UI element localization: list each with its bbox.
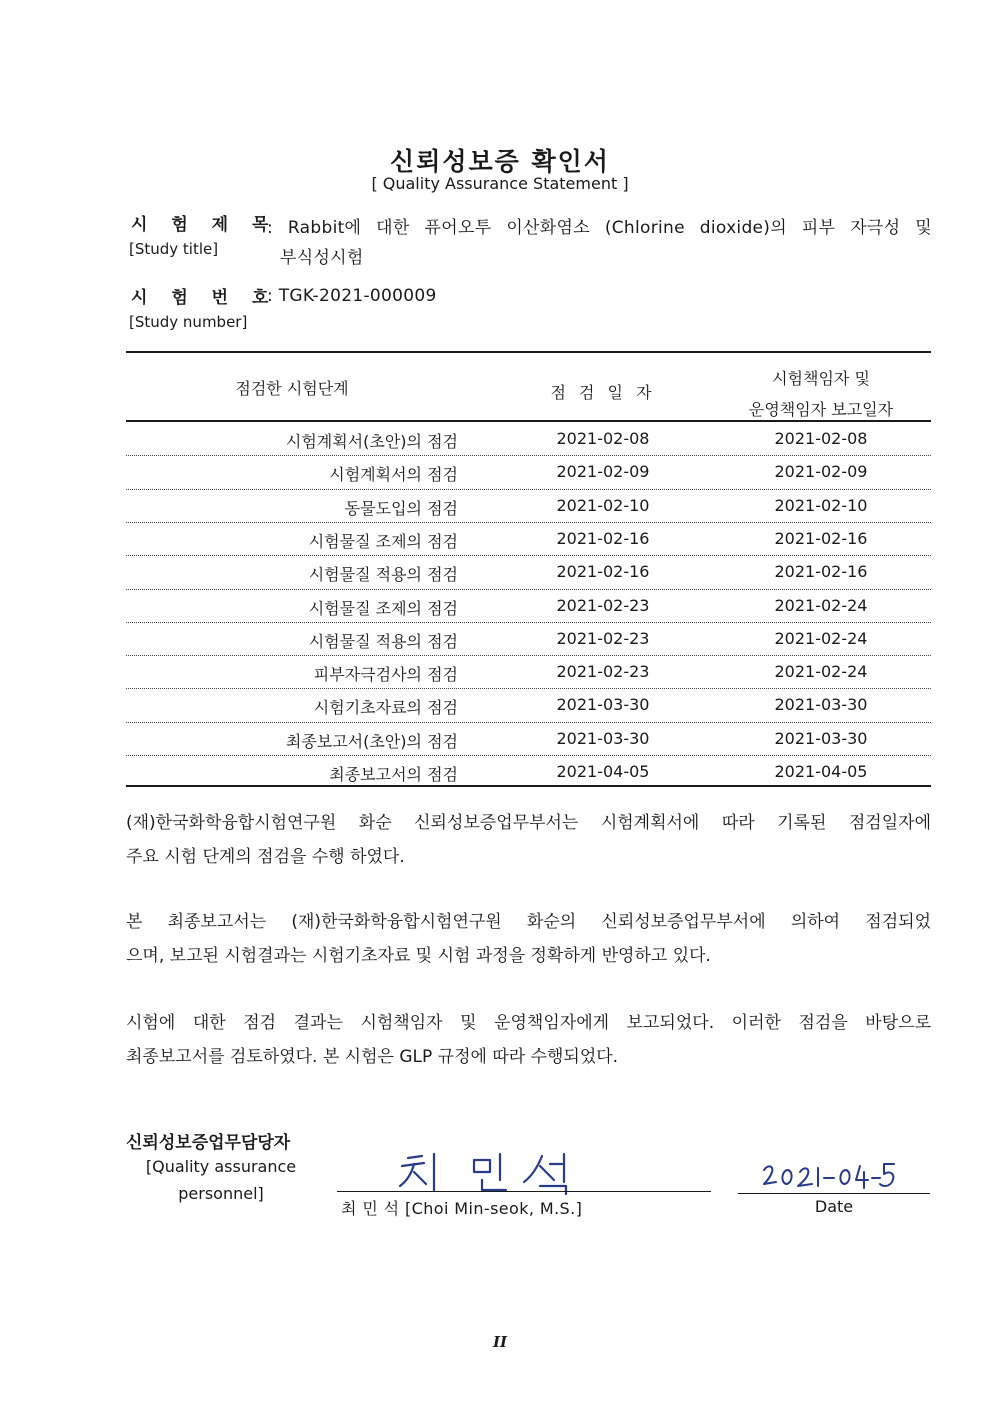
row-inspection-date: 2021-04-05: [556, 762, 650, 781]
header-stage: 점검한 시험단계: [235, 379, 349, 398]
row-inspection-date: 2021-02-09: [556, 462, 650, 482]
study-number-label-en: [Study number]: [129, 313, 248, 331]
paragraph-3-line1: 시험에 대한 점검 결과는 시험책임자 및 운영책임자에게 보고되었다. 이러한 점검을 바탕으로: [126, 1013, 931, 1033]
qa-personnel-role: 신뢰성보증업무담당자: [126, 1133, 291, 1153]
table-row: [126, 723, 931, 756]
row-stage: 시험계획서의 점검: [329, 465, 458, 485]
table-header-rule: [126, 420, 931, 422]
row-report-date: 2021-03-30: [774, 695, 868, 715]
row-stage: 시험물질 적용의 점검: [308, 565, 458, 585]
row-inspection-date: 2021-02-10: [556, 495, 650, 515]
header-inspection-date: 점 검 일 자: [550, 383, 656, 402]
date-label: Date: [814, 1197, 854, 1216]
table-row: [126, 656, 931, 689]
row-report-date: 2021-04-05: [774, 762, 868, 781]
row-inspection-date: 2021-02-16: [556, 562, 650, 582]
table-bottom-rule: [126, 785, 931, 787]
row-report-date: 2021-03-30: [774, 728, 868, 748]
table-row: [126, 423, 931, 456]
row-stage: 최종보고서(초안)의 점검: [285, 731, 458, 751]
paragraph-2-line2: 으며, 보고된 시험결과는 시험기초자료 및 시험 과정을 정확하게 반영하고 있다.: [126, 946, 711, 966]
study-title-label-en: [Study title]: [129, 240, 219, 258]
printed-name: 최 민 석 [Choi Min-seok, M.S.]: [341, 1199, 583, 1218]
table-row: [126, 590, 931, 623]
date-line: [738, 1193, 930, 1194]
row-report-date: 2021-02-24: [774, 662, 868, 682]
document-title: 신뢰성보증 확인서: [390, 147, 610, 176]
table-row: [126, 689, 931, 722]
row-inspection-date: 2021-02-08: [556, 429, 650, 448]
document-subtitle: [ Quality Assurance Statement ]: [371, 174, 629, 193]
table-row: [126, 456, 931, 489]
paragraph-1-line2: 주요 시험 단계의 점검을 수행 하였다.: [126, 847, 405, 867]
row-report-date: 2021-02-16: [774, 562, 868, 582]
row-stage: 피부자극검사의 점검: [313, 665, 458, 685]
paragraph-2-line1: 본 최종보고서는 (재)한국화학융합시험연구원 화순의 신뢰성보증업무부서에 의하여 점검되었: [126, 912, 931, 932]
table-row: [126, 623, 931, 656]
signature-line: [337, 1191, 711, 1192]
study-title-value-line1: : Rabbit에 대한 퓨어오투 이산화염소 (Chlorine dioxide)의 피부 자극성 및: [267, 218, 932, 238]
handwritten-date: [760, 1158, 900, 1190]
row-stage: 시험물질 적용의 점검: [308, 631, 458, 651]
header-report-line2: 운영책임자 보고일자: [748, 400, 894, 419]
qa-personnel-role-en-line1: [Quality assurance: [145, 1157, 297, 1176]
row-report-date: 2021-02-10: [774, 495, 868, 515]
table-row: [126, 490, 931, 523]
page-number: II: [492, 1333, 508, 1351]
row-inspection-date: 2021-03-30: [556, 695, 650, 715]
study-number-value: : TGK-2021-000009: [267, 286, 437, 306]
row-inspection-date: 2021-02-23: [556, 628, 650, 648]
paragraph-3-line2: 최종보고서를 검토하였다. 본 시험은 GLP 규정에 따라 수행되었다.: [126, 1047, 619, 1067]
row-inspection-date: 2021-02-23: [556, 595, 650, 615]
row-report-date: 2021-02-24: [774, 628, 868, 648]
row-report-date: 2021-02-08: [774, 429, 868, 448]
header-report-line1: 시험책임자 및: [772, 369, 870, 388]
row-stage: 시험물질 조제의 점검: [308, 598, 458, 618]
row-stage: 동물도입의 점검: [344, 498, 458, 518]
table-row: [126, 556, 931, 589]
table-top-rule: [126, 351, 931, 353]
study-number-label: 시 험 번 호: [131, 288, 278, 308]
row-stage: 시험기초자료의 점검: [313, 698, 458, 718]
table-row: [126, 523, 931, 556]
row-inspection-date: 2021-02-23: [556, 662, 650, 682]
handwritten-signature: [390, 1150, 610, 1195]
row-stage: 시험물질 조제의 점검: [308, 531, 458, 551]
row-report-date: 2021-02-16: [774, 528, 868, 548]
row-inspection-date: 2021-02-16: [556, 528, 650, 548]
row-report-date: 2021-02-24: [774, 595, 868, 615]
row-stage: 최종보고서의 점검: [329, 765, 458, 784]
study-title-value-line2: 부식성시험: [280, 248, 364, 268]
paragraph-1-line1: (재)한국화학융합시험연구원 화순 신뢰성보증업무부서는 시험계획서에 따라 기록된 점검일자에: [126, 813, 931, 833]
row-stage: 시험계획서(초안)의 점검: [285, 432, 458, 451]
study-title-label: 시 험 제 목: [131, 215, 278, 235]
row-report-date: 2021-02-09: [774, 462, 868, 482]
qa-personnel-role-en-line2: personnel]: [178, 1184, 264, 1203]
row-inspection-date: 2021-03-30: [556, 728, 650, 748]
